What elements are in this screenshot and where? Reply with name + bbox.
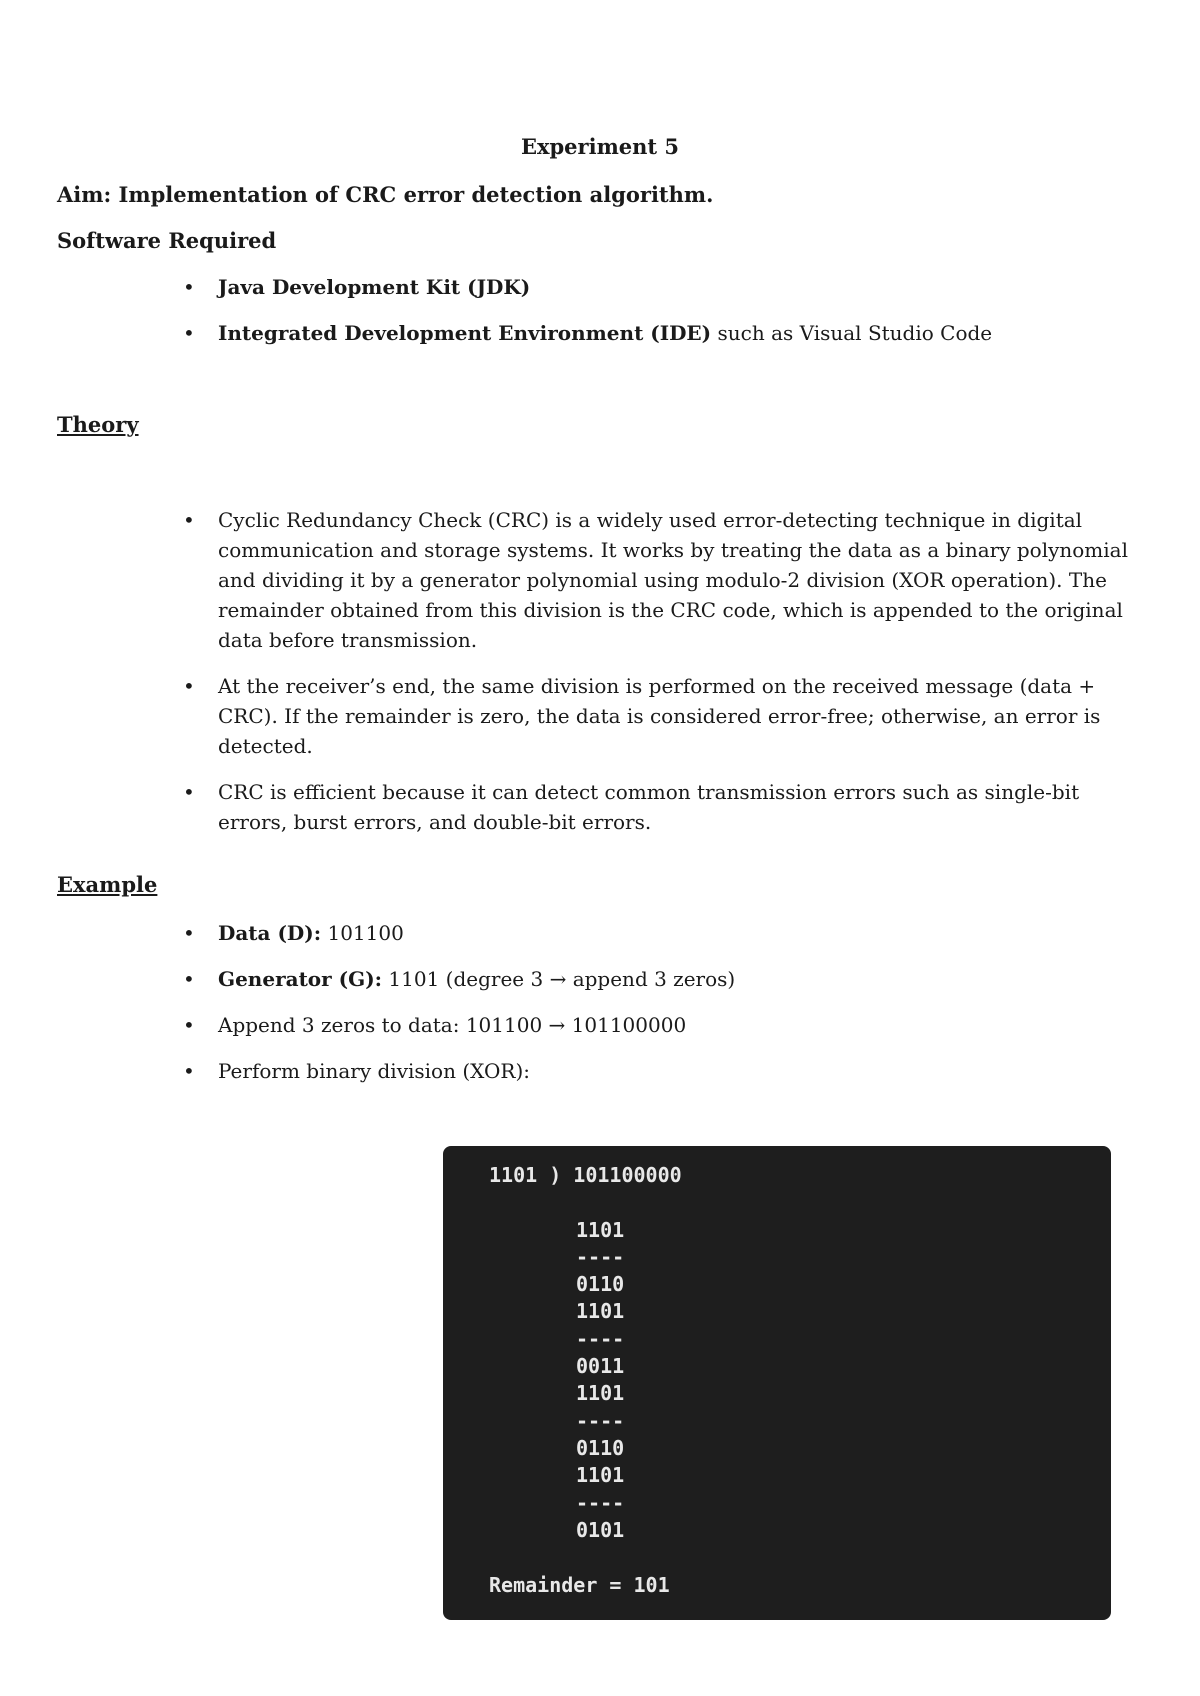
division-step: 1101 [576, 1463, 625, 1487]
theory-paragraph: Cyclic Redundancy Check (CRC) is a widely used error-detecting technique in digital communication and storage systems. It works by treating the data as a binary polynomial and dividing it by a generator polynomial using modulo-2 division (XOR operation). The remainder obtained from this division is the CRC code, which is appended to the original data before transmission. [218, 508, 1128, 652]
list-item [0, 918, 1200, 948]
list-item [0, 505, 1200, 655]
bullet-icon: • [183, 508, 195, 532]
bullet-icon: • [183, 1059, 195, 1083]
example-list [0, 918, 1200, 1086]
software-item-bold: Java Development Kit (JDK) [218, 275, 531, 299]
example-item-rest: 1101 (degree 3 → append 3 zeros) [382, 967, 736, 991]
bullet-icon: • [183, 1013, 195, 1037]
xor-division-snippet [443, 1146, 1111, 1620]
bullet-icon: • [183, 275, 195, 299]
example-item-rest: Append 3 zeros to data: 101100 → 101100000 [218, 1013, 687, 1037]
theory-list [0, 505, 1200, 837]
bullet-icon: • [183, 674, 195, 698]
theory-heading: Theory [57, 412, 139, 437]
division-step: 1101 [576, 1381, 625, 1405]
example-item-rest: Perform binary division (XOR): [218, 1059, 531, 1083]
example-heading: Example [57, 872, 158, 897]
bullet-icon: • [183, 780, 195, 804]
software-heading: Software Required [57, 228, 277, 253]
bullet-icon: • [183, 921, 195, 945]
software-item-bold: Integrated Development Environment (IDE) [218, 321, 712, 345]
list-item [0, 671, 1200, 761]
page-title: Experiment 5 [520, 134, 680, 159]
list-item [0, 318, 1200, 348]
division-header: 1101 ) 101100000 [489, 1163, 682, 1187]
division-step: 0110 [576, 1436, 625, 1460]
list-item [0, 964, 1200, 994]
software-item-rest: such as Visual Studio Code [711, 321, 993, 345]
bullet-icon: • [183, 967, 195, 991]
division-step: ---- [576, 1491, 625, 1515]
division-step: ---- [576, 1409, 625, 1433]
software-list [0, 272, 1200, 348]
list-item [0, 1056, 1200, 1086]
aim-line: Aim: Implementation of CRC error detection algorithm. [57, 182, 714, 207]
remainder-result: Remainder = 101 [489, 1573, 670, 1597]
example-item-bold: Data (D): [218, 921, 322, 945]
theory-paragraph: At the receiver’s end, the same division is performed on the received message (data + CRC). If the remainder is zero, the data is considered error-free; otherwise, an error is detected. [218, 674, 1101, 758]
division-step: 0011 [576, 1354, 625, 1378]
example-item-bold: Generator (G): [218, 967, 383, 991]
division-step: 0101 [576, 1518, 625, 1542]
division-step: 1101 [576, 1218, 625, 1242]
theory-paragraph: CRC is efficient because it can detect common transmission errors such as single-bit errors, burst errors, and double-bit errors. [218, 780, 1080, 834]
list-item [0, 777, 1200, 837]
division-step: 1101 [576, 1299, 625, 1323]
division-step: 0110 [576, 1272, 625, 1296]
division-step: ---- [576, 1245, 625, 1269]
division-step: ---- [576, 1327, 625, 1351]
list-item [0, 1010, 1200, 1040]
example-item-rest: 101100 [321, 921, 404, 945]
list-item [0, 272, 1200, 302]
bullet-icon: • [183, 321, 195, 345]
